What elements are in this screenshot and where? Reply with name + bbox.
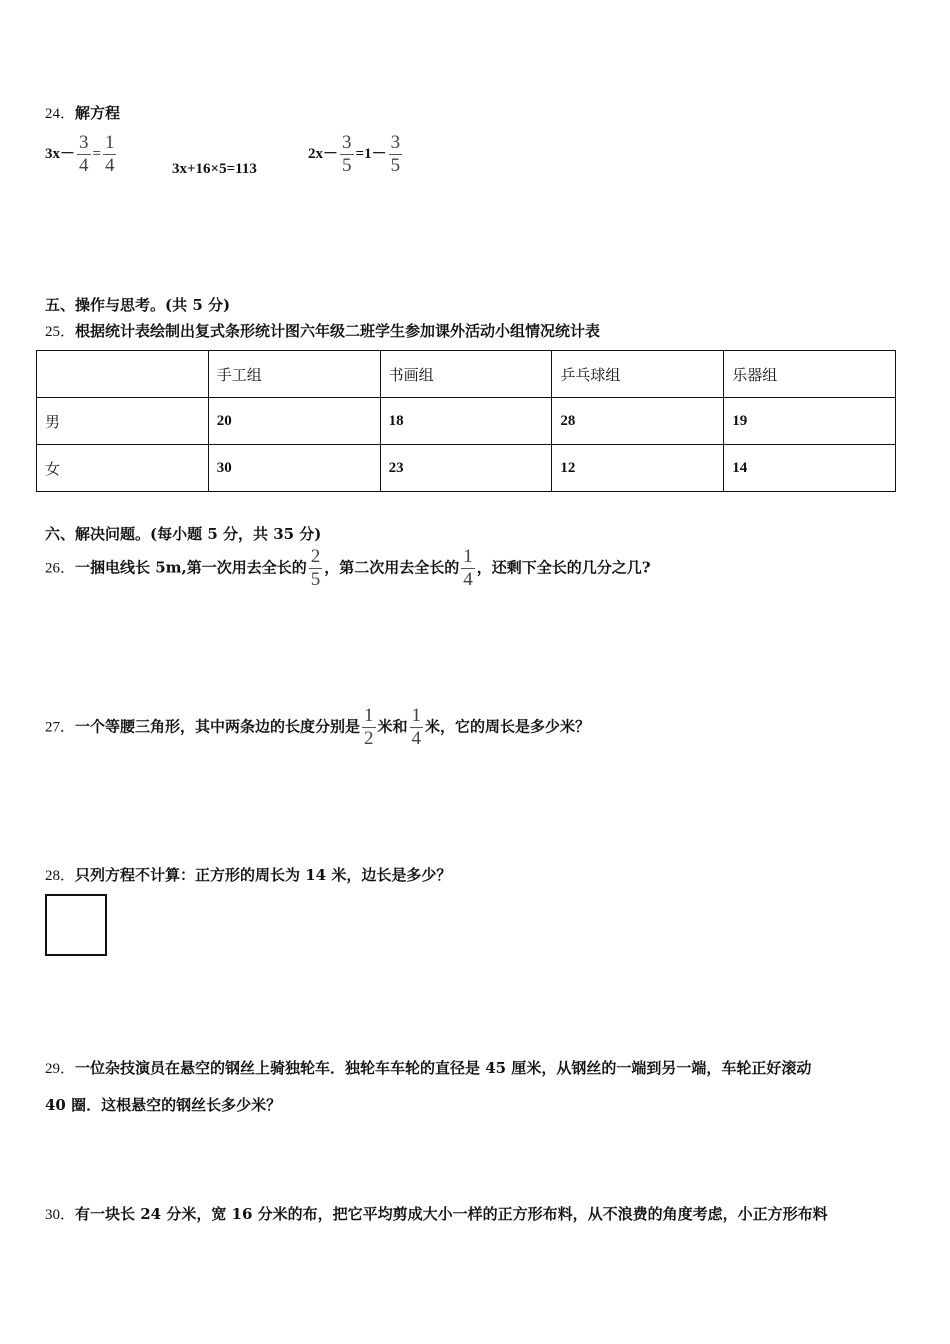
q26-fraction-2: $\frac{1}{4}$: [463, 546, 473, 590]
table-header-cell: 书画组: [380, 351, 552, 398]
q27-fraction-1: $\frac{1}{2}$: [364, 705, 374, 749]
eq3-middle: =1－: [355, 145, 387, 162]
q25-text: 根据统计表绘制出复式条形统计图六年级二班学生参加课外活动小组情况统计表: [75, 322, 601, 340]
q26-number: 26．: [45, 560, 76, 577]
table-row: [37, 398, 896, 445]
q27-part3: 米，它的周长是多少米？: [425, 717, 591, 736]
section-6-title: 六、解决问题。(每小题 5 分，共 35 分): [45, 525, 322, 543]
q29-number: 29．: [45, 1061, 76, 1077]
q26-part3: ，还剩下全长的几分之几?: [476, 558, 651, 577]
q26-part2: ，第二次用去全长的: [324, 558, 460, 577]
q30-body: 有一块长 24 分米，宽 16 分米的布，把它平均剪成大小一样的正方形布料，从不浪费的角度考虑，小正方形布料: [75, 1205, 828, 1223]
q27-fraction-2: $\frac{1}{4}$: [411, 705, 422, 749]
eq3-fraction-2: $\frac{3}{5}$: [390, 132, 401, 176]
square-figure: [45, 894, 107, 956]
q24-equation-1: [45, 133, 118, 176]
table-header-cell: 手工组: [208, 351, 380, 398]
table-cell: 12: [552, 445, 724, 492]
q25-number: 25．: [45, 324, 76, 340]
q25-heading: [45, 320, 600, 341]
q28-body: 只列方程不计算：正方形的周长为 14 米，边长是多少？: [75, 866, 452, 884]
q27-part2: 米和: [377, 717, 408, 736]
table-cell: 18: [380, 398, 552, 445]
table-header-cell: 乒乓球组: [552, 351, 724, 398]
q24-equation-3: [308, 133, 404, 176]
q26-part1: 一捆电线长 5m,第一次用去全长的: [75, 558, 307, 577]
section-5-title: 五、操作与思考。(共 5 分): [45, 296, 231, 314]
table-header-cell: 乐器组: [724, 351, 896, 398]
eq3-fraction-1: $\frac{3}{5}$: [342, 132, 352, 176]
q26-text: [45, 547, 651, 590]
table-cell: 23: [380, 445, 552, 492]
table-header-row: [37, 351, 896, 398]
q28-text: [45, 864, 451, 885]
q27-text: [45, 706, 590, 749]
eq1-fraction-1: $\frac{3}{4}$: [79, 132, 89, 176]
q27-part1: 一个等腰三角形，其中两条边的长度分别是: [75, 717, 361, 736]
q24-heading: [45, 102, 120, 123]
q28-number: 28．: [45, 868, 76, 884]
eq3-prefix: 2x－: [308, 145, 339, 162]
table-cell: 30: [208, 445, 380, 492]
row-label: 男: [37, 398, 209, 445]
q30-number: 30．: [45, 1207, 76, 1223]
eq1-fraction-2: $\frac{1}{4}$: [104, 132, 115, 176]
table-cell: 14: [724, 445, 896, 492]
q24-number: 24．: [45, 106, 76, 122]
q29-line-2: 40 圈．这根悬空的钢丝长多少米？: [45, 1096, 282, 1114]
q29-line-1: [45, 1057, 811, 1078]
table-cell: 20: [208, 398, 380, 445]
q26-fraction-1: $\frac{2}{5}$: [310, 546, 321, 590]
q29-body-line1: 一位杂技演员在悬空的钢丝上骑独轮车．独轮车车轮的直径是 45 厘米，从钢丝的一端到另一端，车轮正好滚动: [75, 1059, 812, 1077]
eq1-equals: =: [92, 145, 101, 162]
row-label: 女: [37, 445, 209, 492]
activity-stats-table: [36, 350, 896, 492]
q30-text: [45, 1203, 828, 1224]
q27-number: 27．: [45, 719, 76, 736]
table-header-cell: [37, 351, 209, 398]
table-cell: 19: [724, 398, 896, 445]
q24-title: 解方程: [75, 104, 121, 122]
table-row: [37, 445, 896, 492]
eq1-prefix: 3x－: [45, 145, 76, 162]
q24-equation-2: 3x+16×5=113: [172, 161, 257, 177]
table-cell: 28: [552, 398, 724, 445]
